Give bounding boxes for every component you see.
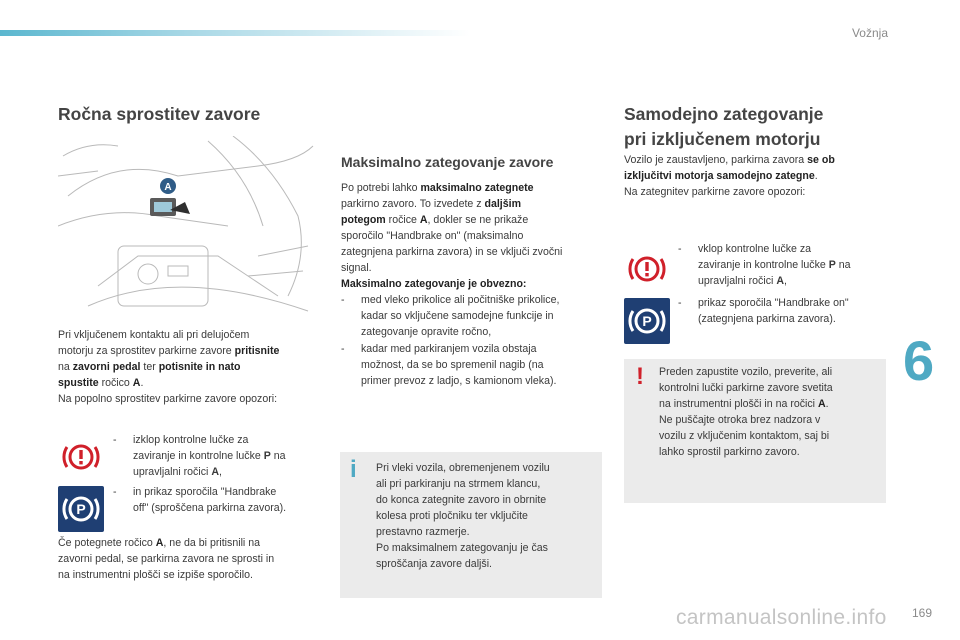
text-line: ter	[140, 361, 159, 373]
dash: -	[113, 486, 117, 498]
emphasis: daljšim	[484, 198, 521, 210]
text-line: Vozilo je zaustavljeno, parkirna zavora	[624, 154, 808, 166]
text-line: upravljalni ročici	[698, 275, 777, 287]
text-line: kontrolni lučki parkirne zavore svetita	[659, 382, 833, 394]
text-line: vklop kontrolne lučke za	[698, 243, 812, 255]
emphasis: A	[776, 275, 784, 287]
emphasis: P	[263, 450, 271, 462]
brake-warning-icon	[58, 434, 104, 480]
middle-title: Maksimalno zategovanje zavore	[341, 154, 554, 170]
text-line: Ne puščajte otroka brez nadzora v	[659, 414, 821, 426]
title-line: Samodejno zategovanje	[624, 104, 824, 124]
text-line: možnost, da se bo spremenil nagib (na	[361, 359, 544, 371]
emphasis: A	[211, 466, 219, 478]
text-line: kolesa proti pločniku ter vključite	[376, 510, 528, 522]
text-line: kadar so vključene samodejne funkcije in	[361, 310, 554, 322]
svg-text:P: P	[76, 501, 86, 517]
emphasis: spustite	[58, 377, 99, 389]
dashboard-drawing	[58, 136, 316, 318]
text-line: na	[835, 259, 851, 271]
text-line: kadar med parkiranjem vozila obstaja	[361, 343, 537, 355]
text-line: Preden zapustite vozilo, preverite, ali	[659, 366, 833, 378]
text-line: sporočilo "Handbrake on" (maksimalno	[341, 230, 524, 242]
text-line: zategnjena parkirna zavora) in se vključi zvočni	[341, 246, 563, 258]
text-line: Pri vključenem kontaktu ali pri delujočem	[58, 329, 250, 341]
text-line: Če potegnete ročico	[58, 537, 156, 549]
text-line: Pri vleki vozila, obremenjenem vozilu	[376, 462, 550, 474]
text-line: , ne da bi pritisnili na	[163, 537, 260, 549]
text-line: med vleko prikolice ali počitniške prikolice,	[361, 294, 560, 306]
emphasis: A	[419, 214, 428, 226]
dash: -	[341, 294, 345, 306]
text-line: motorju za sprostitev parkirne zavore	[58, 345, 235, 357]
label-a: A	[164, 182, 172, 193]
info-icon: i	[350, 456, 357, 483]
warning-note-text	[659, 364, 881, 460]
text-line: primer prevoz z ladjo, s kamionom vleka).	[361, 375, 557, 387]
emphasis: Maksimalno zategovanje je obvezno:	[341, 278, 527, 290]
dash: -	[678, 243, 682, 255]
text-line: Po potrebi lahko	[341, 182, 421, 194]
emphasis: se ob	[807, 154, 835, 166]
text-line: zavorni pedal, se parkirna zavora ne sprosti in	[58, 553, 275, 565]
text-line: .	[825, 398, 829, 410]
parking-brake-icon	[624, 298, 670, 344]
text-line: (zategnjena parkirna zavora).	[698, 313, 836, 325]
handbrake-illustration	[58, 136, 316, 318]
text-line: upravljalni ročici	[133, 466, 212, 478]
parking-brake-icon	[58, 486, 104, 532]
left-intro	[58, 327, 328, 407]
text-line: ročice	[385, 214, 420, 226]
emphasis: potegom	[341, 214, 386, 226]
text-line: vozilu z vključenim kontaktom, saj bi	[659, 430, 830, 442]
info-note	[340, 452, 602, 598]
text-line: na instrumentni plošči in na ročici	[659, 398, 818, 410]
emphasis: maksimalno zategnete	[420, 182, 534, 194]
text-line: ,	[218, 466, 222, 478]
text-line: lahko sprostil parkirno zavoro.	[659, 446, 800, 458]
text-line: na instrumentni plošči se izpiše sporočilo.	[58, 569, 253, 581]
text-line: .	[814, 170, 818, 182]
chapter-number: 6	[903, 329, 935, 392]
text-line: off" (sproščena parkirna zavora).	[133, 502, 287, 514]
emphasis: A	[817, 398, 826, 410]
text-line: do konca zategnite zavoro in obrnite	[376, 494, 547, 506]
text-line: ročico	[98, 377, 133, 389]
dash: -	[341, 343, 345, 355]
text-line: ,	[783, 275, 787, 287]
text-line: Na zategnitev parkirne zavore opozori:	[624, 186, 806, 198]
text-line: in prikaz sporočila "Handbrake	[133, 486, 277, 498]
emphasis: izključitvi motorja samodejno zategne	[624, 170, 815, 182]
header-accent-bar	[0, 30, 470, 36]
text-line: na	[58, 361, 73, 373]
watermark: carmanualsonline.info	[676, 606, 887, 629]
text-line: na	[270, 450, 286, 462]
page-number: 169	[912, 606, 933, 620]
left-title: Ročna sprostitev zavore	[58, 104, 261, 124]
emphasis: A	[132, 377, 141, 389]
brake-warning-icon	[624, 246, 670, 292]
text-line: prestavno razmerje.	[376, 526, 470, 538]
exclamation-icon: !	[636, 363, 644, 390]
text-line: ali pri parkiranju na strmem klancu,	[376, 478, 541, 490]
text-line: , dokler se ne prikaže	[427, 214, 529, 226]
dash: -	[113, 434, 117, 446]
text-line: zaviranje in kontrolne lučke	[133, 450, 264, 462]
text-line: Po maksimalnem zategovanju je čas	[376, 542, 548, 554]
left-outro	[58, 535, 328, 583]
text-line: izklop kontrolne lučke za	[133, 434, 249, 446]
emphasis: pritisnite	[234, 345, 280, 357]
text-line: .	[140, 377, 144, 389]
emphasis: A	[155, 537, 164, 549]
text-line: zaviranje in kontrolne lučke	[698, 259, 829, 271]
text-line: parkirno zavoro. To izvedete z	[341, 198, 485, 210]
right-title	[624, 102, 823, 152]
text-line: prikaz sporočila "Handbrake on"	[698, 297, 849, 309]
emphasis: P	[828, 259, 836, 271]
dash: -	[678, 297, 682, 309]
info-note-text	[376, 460, 596, 572]
svg-text:P: P	[642, 313, 652, 329]
emphasis: potisnite in nato	[158, 361, 241, 373]
middle-paragraph	[341, 180, 603, 292]
text-line: signal.	[341, 262, 372, 274]
title-line: pri izključenem motorju	[624, 129, 821, 149]
section-name: Vožnja	[851, 26, 888, 40]
warning-note	[624, 359, 886, 503]
right-paragraph	[624, 152, 886, 200]
text-line: zategovanje opravite ročno,	[361, 326, 492, 338]
text-line: Na popolno sprostitev parkirne zavore opozori:	[58, 393, 278, 405]
text-line: sproščanja zavore daljši.	[376, 558, 492, 570]
emphasis: zavorni pedal	[72, 361, 141, 373]
